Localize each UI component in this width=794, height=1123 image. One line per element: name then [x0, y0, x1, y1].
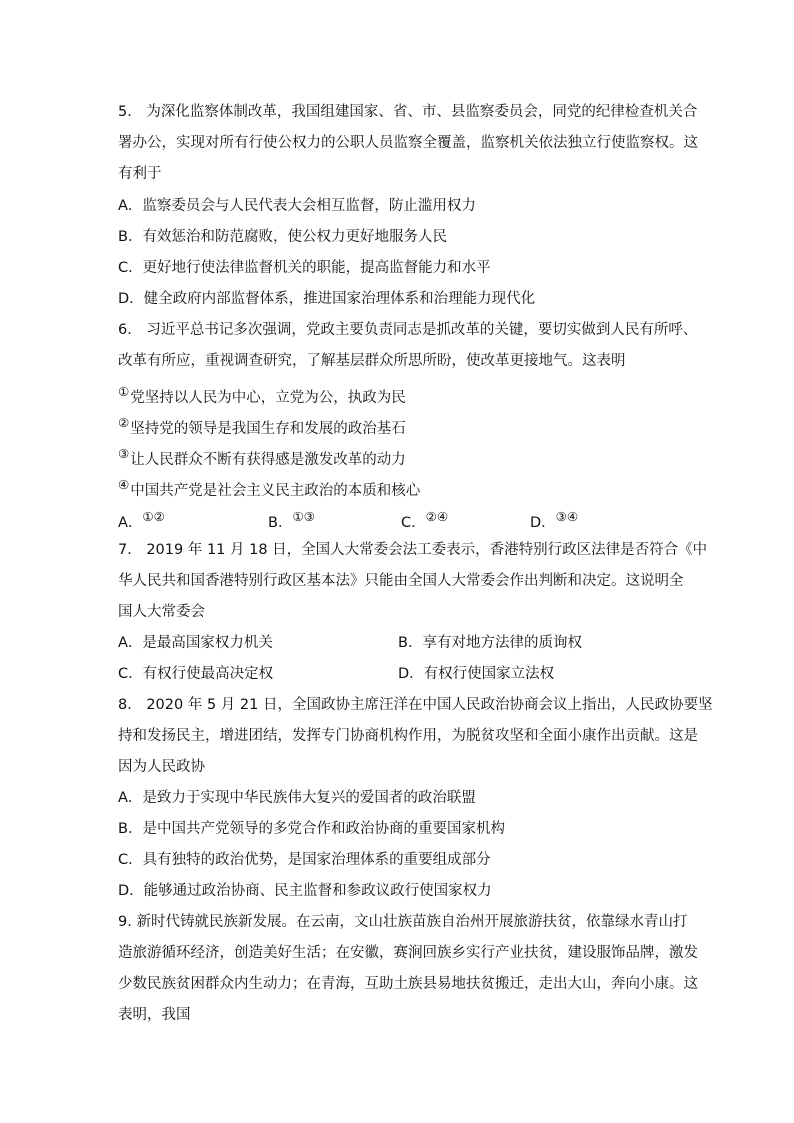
question-8-line-1: 8． 2020 年 5 月 21 日，全国政协主席汪洋在中国人民政治协商会议上指出，人民政协要坚 [118, 697, 713, 713]
statement-marker: ③ [118, 446, 130, 461]
question-9-line-1: 9. 新时代铸就民族新发展。在云南，文山壮族苗族自治州开展旅游扶贫，依靠绿水青山打 [118, 914, 688, 930]
question-6-choice-d [530, 507, 578, 533]
question-5-line-2: 署办公，实现对所有行使公权力的公职人员监察全覆盖，监察机关依法独立行使监察权。这 [118, 135, 698, 151]
choice-marks: ①③ [292, 509, 315, 524]
statement-marker: ② [118, 415, 130, 430]
question-6-statement-1 [118, 382, 406, 408]
question-6-statement-3 [118, 444, 406, 470]
question-7-option-c: C．有权行使最高决定权 [118, 666, 274, 682]
question-8-option-b: B．是中国共产党领导的多党合作和政治协商的重要国家机构 [118, 821, 505, 837]
statement-text: 党坚持以人民为中心，立党为公，执政为民 [130, 390, 406, 406]
question-8-option-a: A．是致力于实现中华民族伟大复兴的爱国者的政治联盟 [118, 790, 476, 806]
statement-marker: ① [118, 384, 130, 399]
choice-letter: B． [268, 515, 293, 531]
statement-text: 坚持党的领导是我国生存和发展的政治基石 [130, 421, 406, 437]
question-7-option-a: A．是最高国家权力机关 [118, 635, 273, 651]
choice-marks: ①② [142, 509, 165, 524]
question-6-line-1: 6． 习近平总书记多次强调，党政主要负责同志是抓改革的关键，要切实做到人民有所呼、 [118, 322, 698, 338]
question-8-option-c: C．具有独特的政治优势，是国家治理体系的重要组成部分 [118, 852, 491, 868]
question-7-option-b: B．享有对地方法律的质询权 [398, 635, 582, 651]
question-5-option-b: B．有效惩治和防范腐败，使公权力更好地服务人民 [118, 229, 447, 245]
question-7-line-2: 华人民共和国香港特别行政区基本法》只能由全国人大常委会作出判断和决定。这说明全 [118, 573, 684, 589]
statement-marker: ④ [118, 477, 130, 492]
question-5-option-a: A．监察委员会与人民代表大会相互监督，防止滥用权力 [118, 198, 476, 214]
question-6-choice-a [118, 507, 165, 533]
question-5-option-c: C．更好地行使法律监督机关的职能，提高监督能力和水平 [118, 260, 491, 276]
question-8-line-2: 持和发扬民主，增进团结，发挥专门协商机构作用，为脱贫攻坚和全面小康作出贡献。这是 [118, 728, 698, 744]
question-7-line-1: 7． 2019 年 11 月 18 日，全国人大常委会法工委表示，香港特别行政区法律是否符合《中 [118, 542, 708, 558]
question-6-statement-2 [118, 413, 406, 439]
question-8-option-d: D．能够通过政治协商、民主监督和参政议政行使国家权力 [118, 883, 492, 899]
question-6-choice-b [268, 507, 315, 533]
question-5-option-d: D．健全政府内部监督体系，推进国家治理体系和治理能力现代化 [118, 291, 536, 307]
question-5-line-3: 有利于 [118, 166, 162, 182]
question-6-statement-4 [118, 475, 420, 501]
choice-letter: A． [118, 515, 143, 531]
question-9-line-3: 少数民族贫困群众内生动力；在青海，互助土族县易地扶贫搬迁，走出大山，奔向小康。这 [118, 976, 698, 992]
question-9-line-2: 造旅游循环经济，创造美好生活；在安徽，赛涧回族乡实行产业扶贫，建设服饰品牌，激发 [118, 945, 698, 961]
choice-marks: ②④ [425, 509, 449, 524]
question-5-line-1: 5． 为深化监察体制改革，我国组建国家、省、市、县监察委员会，同党的纪律检查机关合 [118, 104, 698, 120]
question-6-choice-c [401, 507, 448, 533]
choice-marks: ③④ [555, 509, 579, 524]
question-7-line-3: 国人大常委会 [118, 604, 205, 620]
choice-letter: C． [401, 515, 426, 531]
statement-text: 让人民群众不断有获得感是激发改革的动力 [130, 452, 406, 468]
choice-letter: D． [530, 515, 556, 531]
question-7-option-d: D．有权行使国家立法权 [398, 666, 555, 682]
question-6-line-2: 改革有所应，重视调查研究，了解基层群众所思所盼，使改革更接地气。这表明 [118, 353, 626, 369]
question-8-line-3: 因为人民政协 [118, 759, 205, 775]
question-9-line-4: 表明，我国 [118, 1007, 191, 1023]
statement-text: 中国共产党是社会主义民主政治的本质和核心 [130, 483, 421, 499]
